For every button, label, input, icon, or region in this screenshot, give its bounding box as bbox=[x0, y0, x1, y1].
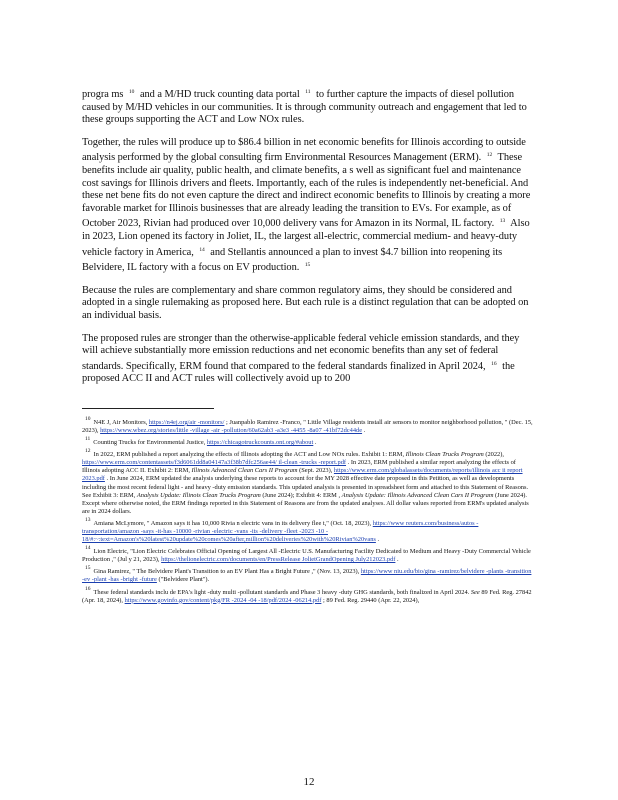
footnote-link[interactable]: https://www.wbez.org/stories/little -village -air -pollution/60a62ab3 -a3e3 -4455 -8a07 -41bf72dc44de bbox=[100, 426, 363, 434]
text-run: Lion Electric, "Lion Electric Celebrates Official Opening of Largest All -Electric U.S. Manufacturing Facility Dedicated to Medium and Heavy -Duty Commercial Vehicle Production ," (Jul y 21, 2023), bbox=[82, 548, 531, 564]
body-paragraph bbox=[82, 86, 534, 127]
text-run: . In June 2024, ERM updated the analysis underlying these reports to account for the MY 2028 effective date proposed in this Petition, as well as developments including the most recent federal light - and heavy -duty emission standards. This updated analysis is presented in spreadsheet form and attached to this Statement of Reasons. See Exhibit 3: ERM, bbox=[82, 475, 529, 499]
cited-title: Analysis Update: Illinois Advanced Clean Cars II Program bbox=[341, 491, 494, 499]
text-run: Gina Ramirez, " The Belvidere Plant's Transition to an EV Plant Has a Bright Future ," (Nov. 13, 2023), bbox=[93, 568, 361, 576]
footnote-number: 14 bbox=[85, 545, 91, 552]
text-run: to further capture the impacts of diesel pollution caused by M/HD vehicles in our communities. It is through community outreach and engagement that led to these groups supporting the ACT and Low NOx rules. bbox=[82, 89, 527, 126]
text-run: These federal standards inclu de EPA's light -duty multi -pollutant standards and Phase 3 heavy -duty GHG standards, both finalized in April 2024. bbox=[93, 588, 471, 596]
page-number: 12 bbox=[303, 776, 315, 788]
footnote-link[interactable]: https://chicagotruckcounts.ont.org/#about bbox=[206, 439, 314, 447]
text-run: 89 Fed. Reg. 27842 (Apr. 18, 2024), bbox=[82, 588, 532, 604]
text-run: Counting Trucks for Environmental Justice, bbox=[93, 439, 207, 447]
text-run: The proposed rules are stronger than the otherwise-applicable federal vehicle emission standards, and they will achieve substantially more emission reductions and net economic benefits than any set of federal standards. Specifically, ERM found that compared to the federal standards finalized in April 2024, bbox=[82, 332, 520, 372]
cited-title: Analysis Update: Illinois Clean Trucks Program bbox=[136, 491, 261, 499]
text-run: Also in 2023, Lion opened its factory in Joliet, IL, the largest all-electric, commercial medium- and heavy-duty vehicle factory in America, bbox=[82, 218, 530, 258]
text-run: the proposed ACC II and ACT rules will collectively avoid up to 200 bbox=[82, 360, 515, 385]
text-run: (Sept. 2023), bbox=[299, 467, 334, 475]
footnote-link[interactable]: https://www.erm.com/globalassets/documents/reports/illinois acc ii report 2023.pdf bbox=[82, 467, 523, 483]
footnote-reference[interactable]: 13 bbox=[499, 218, 506, 225]
footnote-link[interactable]: https://www reuters.com/business/autos -transportation/amazon -says -it-has -10000 -rivian -electric -vans -its -delivery -fleet -2023 -10 - 18/#:~:text=Amazon's%20latest%20update%20comes%20after,million%20deliveries%20with%20Rivian%20vans bbox=[82, 519, 479, 544]
footnote-number: 12 bbox=[85, 448, 91, 455]
footnote-reference[interactable]: 14 bbox=[199, 246, 205, 253]
body-text bbox=[82, 86, 534, 386]
footnote-reference[interactable]: 16 bbox=[491, 360, 497, 367]
footnote-number: 10 bbox=[85, 415, 91, 422]
text-run: Because the rules are complementary and share common regulatory aims, they should be considered and adopted in a single rulemaking as proposed here. But each rule is a distinct regulation that can be adopted on an individual basis. bbox=[82, 284, 529, 321]
footnote-number: 11 bbox=[85, 436, 91, 443]
text-run: N4E J, Air Monitors, bbox=[93, 418, 149, 426]
footnote-link[interactable]: https://www.govinfo.gov/content/pkg/FR -2024 -04 -18/pdf/2024 -06214.pdf bbox=[124, 596, 322, 604]
text-run: (2022), bbox=[485, 451, 504, 459]
text-run: . bbox=[314, 439, 317, 447]
body-paragraph bbox=[82, 333, 534, 386]
footnote-link[interactable]: https://thelionelectric.com/documents/en/PressRelease JolietGrandOpening July212023.pdf bbox=[161, 556, 396, 564]
footnote-link[interactable]: https://www niu.edu/bio/gina -ramirez/belvidere -plants -transition -ev -plant -has -bright -future bbox=[82, 568, 532, 584]
footnote bbox=[82, 516, 534, 544]
footnote bbox=[82, 564, 534, 584]
body-paragraph bbox=[82, 285, 534, 323]
text-run: These benefits include air quality, public health, and climate benefits, a s well as significant fuel and maintenance cost savings for Illinois drivers and fleets. Importantly, each of the rules is independently net-beneficial. And these net bene fits do not even capture the direct and indirect economic benefits to Illinois by creating a more favorable market for Illinois businesses that are already leading the transition to EVs. For example, as of October 2023, Rivian had produced over 10,000 delivery vans for Amazon in its Normal, IL factory. bbox=[82, 152, 531, 230]
text-run: . bbox=[363, 426, 366, 434]
body-paragraph bbox=[82, 137, 534, 275]
footnotes bbox=[82, 415, 534, 605]
footnote-reference[interactable]: 12 bbox=[486, 152, 493, 159]
text-run: ; 89 Fed. Reg. 29440 (Apr. 22, 2024), bbox=[323, 596, 420, 604]
text-run: Amiana McLymore, " Amazon says it has 10,000 Rivia n electric vans in its delivery flee t," (Oct. 18, 2023), bbox=[93, 519, 373, 527]
document-page bbox=[82, 86, 534, 605]
footnote-separator bbox=[82, 408, 214, 409]
cited-title: See bbox=[470, 588, 480, 596]
text-run: and a M/HD truck counting data portal bbox=[139, 89, 300, 100]
footnote-link[interactable]: https://n4ej.org/air -monitors/ bbox=[148, 418, 225, 426]
text-run: ("Belvidere Plant"). bbox=[158, 576, 210, 584]
footnote bbox=[82, 415, 534, 435]
footnote-reference[interactable]: 11 bbox=[305, 89, 311, 95]
cited-title: Illinois Advanced Clean Cars II Program bbox=[191, 467, 298, 475]
footnote-number: 13 bbox=[85, 516, 91, 523]
text-run: (June 2024). Except where otherwise noted, the ERM findings reported in this Statement of Reasons are from the updated analyses. All dollar values reported from ERM's updated analysis are in 2024 dollars. bbox=[82, 491, 529, 515]
footnote bbox=[82, 544, 534, 564]
text-run: Together, the rules will produce up to $86.4 billion in net economic benefits for Illinois according to outside analysis performed by the global consulting firm Environmental Resources Management (ERM). bbox=[82, 136, 526, 164]
footnote bbox=[82, 435, 534, 447]
text-run: ; Juanpablo Ramirez -Franco, " Little Village residents install air sensors to monitor neighborhood pollution, " (Dec. 15, 2023), bbox=[82, 418, 533, 434]
text-run: progra ms bbox=[82, 89, 124, 100]
text-run: . In 2023, ERM published a similar report analyzing the effects of Illinois adopting ACC II. Exhibit 2: ERM, bbox=[82, 459, 516, 475]
text-run: (June 2024); Exhibit 4: ERM , bbox=[262, 491, 342, 499]
footnote-number: 15 bbox=[85, 565, 91, 572]
footnote-reference[interactable]: 10 bbox=[128, 89, 135, 95]
text-run: . bbox=[397, 556, 399, 564]
footnote-number: 16 bbox=[85, 585, 91, 592]
text-run: In 2022, ERM published a report analyzing the effects of Illinois adopting the ACT and Low NOx rules. Exhibit 1: ERM, bbox=[93, 451, 406, 459]
cited-title: Illinois Clean Trucks Program bbox=[405, 451, 484, 459]
footnote-reference[interactable]: 15 bbox=[304, 262, 311, 269]
footnote bbox=[82, 447, 534, 516]
footnote-link[interactable]: https://www.erm.com/contentassets/f3d6061dd8a04147a3f38b7dfc256ae44/ il-clean -trucks -report.pdf bbox=[82, 459, 347, 467]
text-run: and Stellantis announced a plan to invest $4.7 billion into reopening its Belvidere, IL factory with a focus on EV production. bbox=[82, 246, 503, 274]
footnote bbox=[82, 585, 534, 605]
text-run: . bbox=[377, 536, 380, 544]
